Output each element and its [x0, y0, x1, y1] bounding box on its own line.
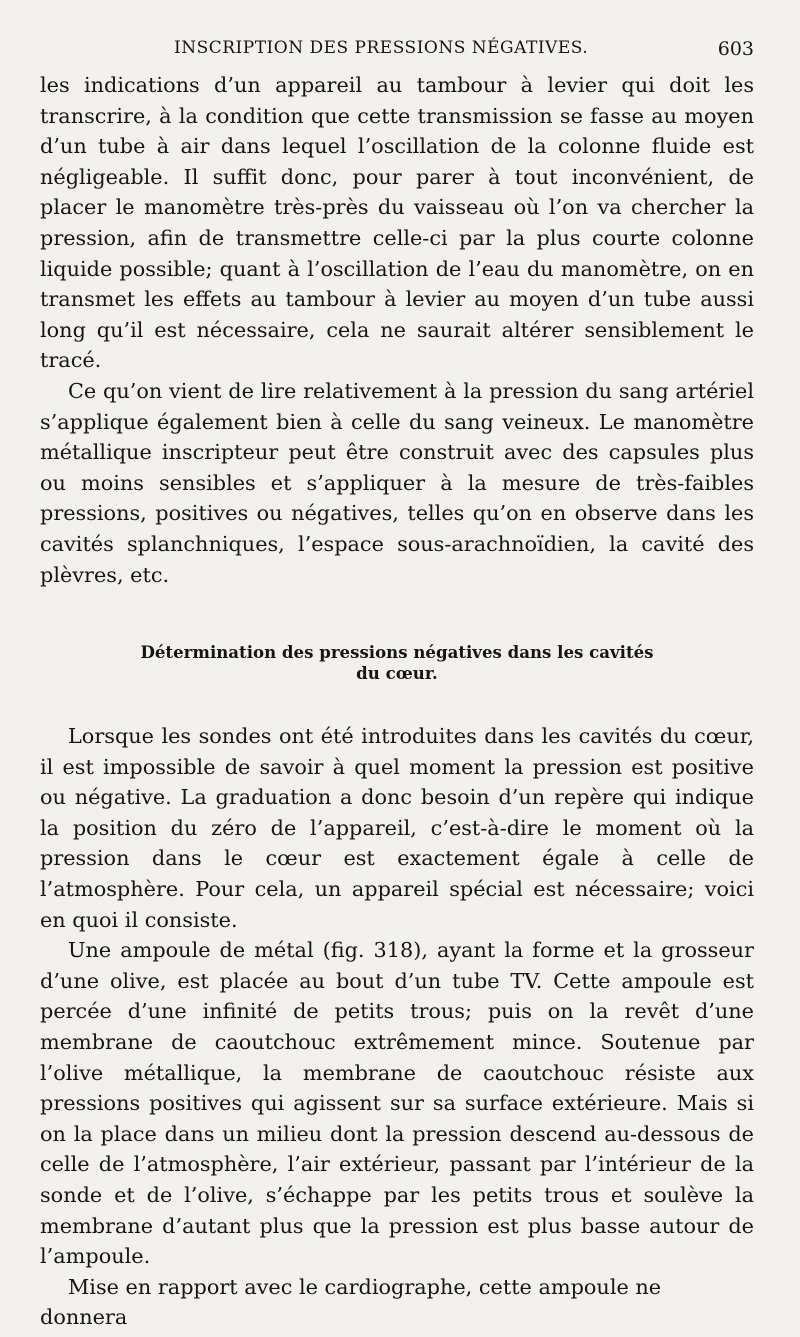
- paragraph-3: Lorsque les sondes ont été introduites dans les cavités du cœur, il est impossible de savoir à quel moment la pression est positive ou négative. La graduation a donc besoin d’un repère qui indique la position du zéro de l’appareil, c’est-à-dire le moment où la pression dans le cœur est exactement égale à celle de l’atmosphère. Pour cela, un appareil spécial est nécessaire; voici en quoi il consiste.: [40, 724, 754, 932]
- paragraph-4: Une ampoule de métal (fig. 318), ayant la forme et la grosseur d’une olive, est placée au bout d’un tube TV. Cette ampoule est percée d’une infinité de petits trous; puis on la revêt d’une membrane de caoutchouc extrêmement mince. Soutenue par l’olive métallique, la membrane de caoutchouc résiste aux pressions positives qui agissent sur sa surface extérieure. Mais si on la place dans un milieu dont la pression descend au-dessous de celle de l’atmosphère, l’air extérieur, passant par l’intérieur de la sonde et de l’olive, s’échappe par les petits trous et soulève la membrane d’autant plus que la pression est plus basse autour de l’ampoule.: [40, 938, 754, 1269]
- header-title: INSCRIPTION DES PRESSIONS NÉGATIVES.: [174, 38, 589, 58]
- section-heading: [40, 642, 754, 684]
- paragraph-5: Mise en rapport avec le cardiographe, cette ampoule ne donnera: [40, 1274, 662, 1330]
- body-text: [40, 70, 754, 1333]
- section-heading-line-2: du cœur.: [356, 663, 438, 684]
- section-heading-line-1: Détermination des pressions négatives dans les cavités: [140, 642, 654, 663]
- running-header: [40, 38, 754, 62]
- paragraph-1: les indications d’un appareil au tambour à levier qui doit les transcrire, à la condition que cette transmission se fasse au moyen d’un tube à air dans lequel l’oscillation de la colonne fluide est négligeable. Il suffit donc, pour parer à tout inconvénient, de placer le manomètre très-près du vaisseau où l’on va chercher la pression, afin de transmettre celle-ci par la plus courte colonne liquide possible; quant à l’oscillation de l’eau du manomètre, on en transmet les effets au tambour à levier au moyen d’un tube aussi long qu’il est nécessaire, cela ne saurait altérer sensiblement le tracé.: [40, 73, 754, 373]
- page-number: 603: [717, 38, 754, 60]
- paragraph-2: Ce qu’on vient de lire relativement à la pression du sang artériel s’applique également bien à celle du sang veineux. Le manomètre métallique inscripteur peut être construit avec des capsules plus ou moins sensibles et s’appliquer à la mesure de très-faibles pressions, positives ou négatives, telles qu’on en observe dans les cavités splanchniques, l’espace sous-arachnoïdien, la cavité des plèvres, etc.: [40, 378, 754, 587]
